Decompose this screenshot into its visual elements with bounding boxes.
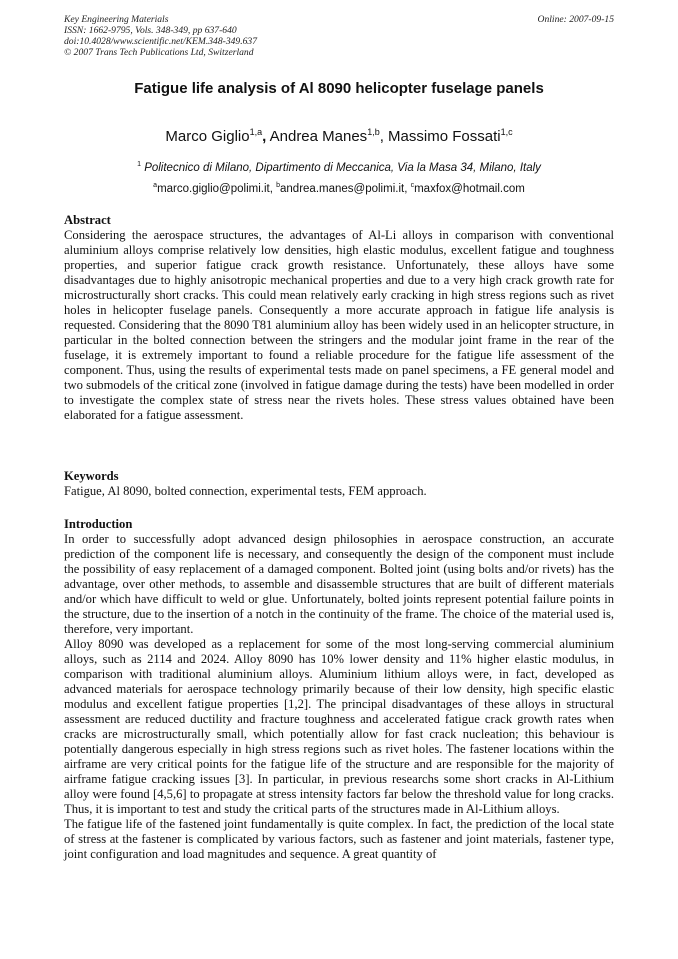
author-list: Marco Giglio$^{1,a}$, Andrea Manes$^{1,b}$, Massimo Fossati$^{1,c}$ [165, 127, 513, 145]
copyright-line: © 2007 Trans Tech Publications Ltd, Switzerland [64, 47, 254, 58]
introduction-heading: Introduction [64, 517, 133, 531]
email-address[interactable]: marco.giglio@polimi.it [157, 183, 270, 195]
email-mark: a [153, 182, 158, 189]
author-affiliation-mark: 1,b [367, 127, 380, 137]
paper-title: Fatigue life analysis of Al 8090 helicopter fuselage panels [134, 80, 544, 97]
doi-line: doi:10.4028/www.scientific.net/KEM.348-349.637 [64, 36, 258, 47]
online-date: Online: 2007-09-15 [537, 14, 614, 25]
introduction-paragraph: The fatigue life of the fastened joint fundamentally is quite complex. In fact, the prediction of the local state of stress at the fastener is complicated by various factors, such as fastener and joint materials, fastener type, joint configuration and load magnitudes and sequence. A great quantity of [64, 817, 614, 861]
email-list: $^a$marco.giglio@polimi.it, $^b$andrea.manes@polimi.it, $^c$maxfox@hotmail.com [153, 182, 525, 195]
author-name: Marco Giglio [165, 128, 250, 145]
abstract-heading: Abstract [64, 213, 111, 227]
journal-name: Key Engineering Materials [64, 14, 169, 25]
affiliation-mark: 1 [137, 161, 141, 168]
email-mark: c [410, 182, 415, 189]
keywords-text: Fatigue, Al 8090, bolted connection, experimental tests, FEM approach. [64, 484, 427, 498]
affiliation-text: Politecnico di Milano, Dipartimento di Meccanica, Via la Masa 34, Milano, Italy [144, 162, 541, 174]
author-name: Massimo Fossati [388, 128, 501, 145]
abstract-section [64, 213, 614, 423]
email-address[interactable]: andrea.manes@polimi.it [280, 183, 405, 195]
introduction-paragraph: In order to successfully adopt advanced design philosophies in aerospace construction, an accurate prediction of the component life is necessary, and consequently the design of the component must include the possibility of easy replacement of a damaged component. Bolted joint (using bolts and/or rivets) has the advantage, over other methods, to assemble and disassemble structures that are built of different materials and/or which have difficult to weld or glue. Unfortunately, bolted joints represent potential failure points in the structure, due to the insertion of a notch in the continuity of the frame. The choice of the material used is, therefore, very important. [64, 532, 614, 636]
email-address[interactable]: maxfox@hotmail.com [414, 183, 525, 195]
affiliation [0, 161, 678, 174]
author-affiliation-mark: 1,c [500, 127, 513, 137]
email-mark: b [276, 182, 281, 189]
abstract-text: Considering the aerospace structures, the advantages of Al-Li alloys in comparison with conventional aluminium alloys comprise relatively low densities, high elastic modulus, excellent fatigue and toughness properties, and superior fatigue crack growth resistance. Unfortunately, these alloys have some disadvantages due to highly anisotropic mechanical properties and due to a very high crack growth rate for microstructurally short cracks. This could mean relatively early cracking in high stress regions such as rivet holes in helicopter fuselage panels. Consequently a more accurate approach in fatigue life analysis is requested. Considering that the 8090 T81 aluminium alloy has been widely used in an helicopter structure, in particular in the bolted connection between the stringers and the modular joint frame in the rear of the fuselage, it is extremely important to found a reliable procedure for the fatigue life assessment of the component. Thus, using the results of experimental tests made on panel specimens, a FE general model and two submodels of the critical zone (involved in fatigue damage during the tests) have been modelled in order to investigate the complex state of stress near the rivets holes. These stress values obtained have been elaborated for a fatigue assessment. [64, 228, 614, 422]
keywords-heading: Keywords [64, 469, 119, 483]
keywords-section [64, 469, 614, 499]
introduction-section [64, 517, 614, 862]
introduction-paragraph: Alloy 8090 was developed as a replacement for some of the most long-serving commercial aluminium alloys, such as 2114 and 2024. Alloy 8090 has 10% lower density and 11% higher elastic modulus, in comparison with traditional aluminium alloys. Aluminium lithium alloys were, in fact, developed as advanced materials for aerospace technology primarily because of their low density, high specific elastic modulus and excellent fatigue properties [1,2]. The principal disadvantages of these alloys in structural assessment are reduced ductility and fracture toughness and accelerated fatigue crack growth rates when cracks are microstructurally small, which potentially allow for fast crack nucleation; this behaviour is potentially dangerous especially in high stress regions such as rivet holes. The fastener locations within the airframe are very critical points for the fatigue life of the structure and are responsible for the majority of airframe fatigue cracking issues [3]. In particular, in previous researchs some short cracks in Al-Lithium alloy were found [4,5,6] to propagate at stress intensity factors far below the threshold value for long cracks. Thus, it is important to test and study the critical parts of the structures made in Al-Lithium alloys. [64, 637, 614, 816]
issn-line: ISSN: 1662-9795, Vols. 348-349, pp 637-640 [64, 25, 237, 36]
journal-header [64, 14, 614, 58]
author-name: Andrea Manes [269, 128, 368, 145]
author-affiliation-mark: 1,a [249, 127, 263, 137]
